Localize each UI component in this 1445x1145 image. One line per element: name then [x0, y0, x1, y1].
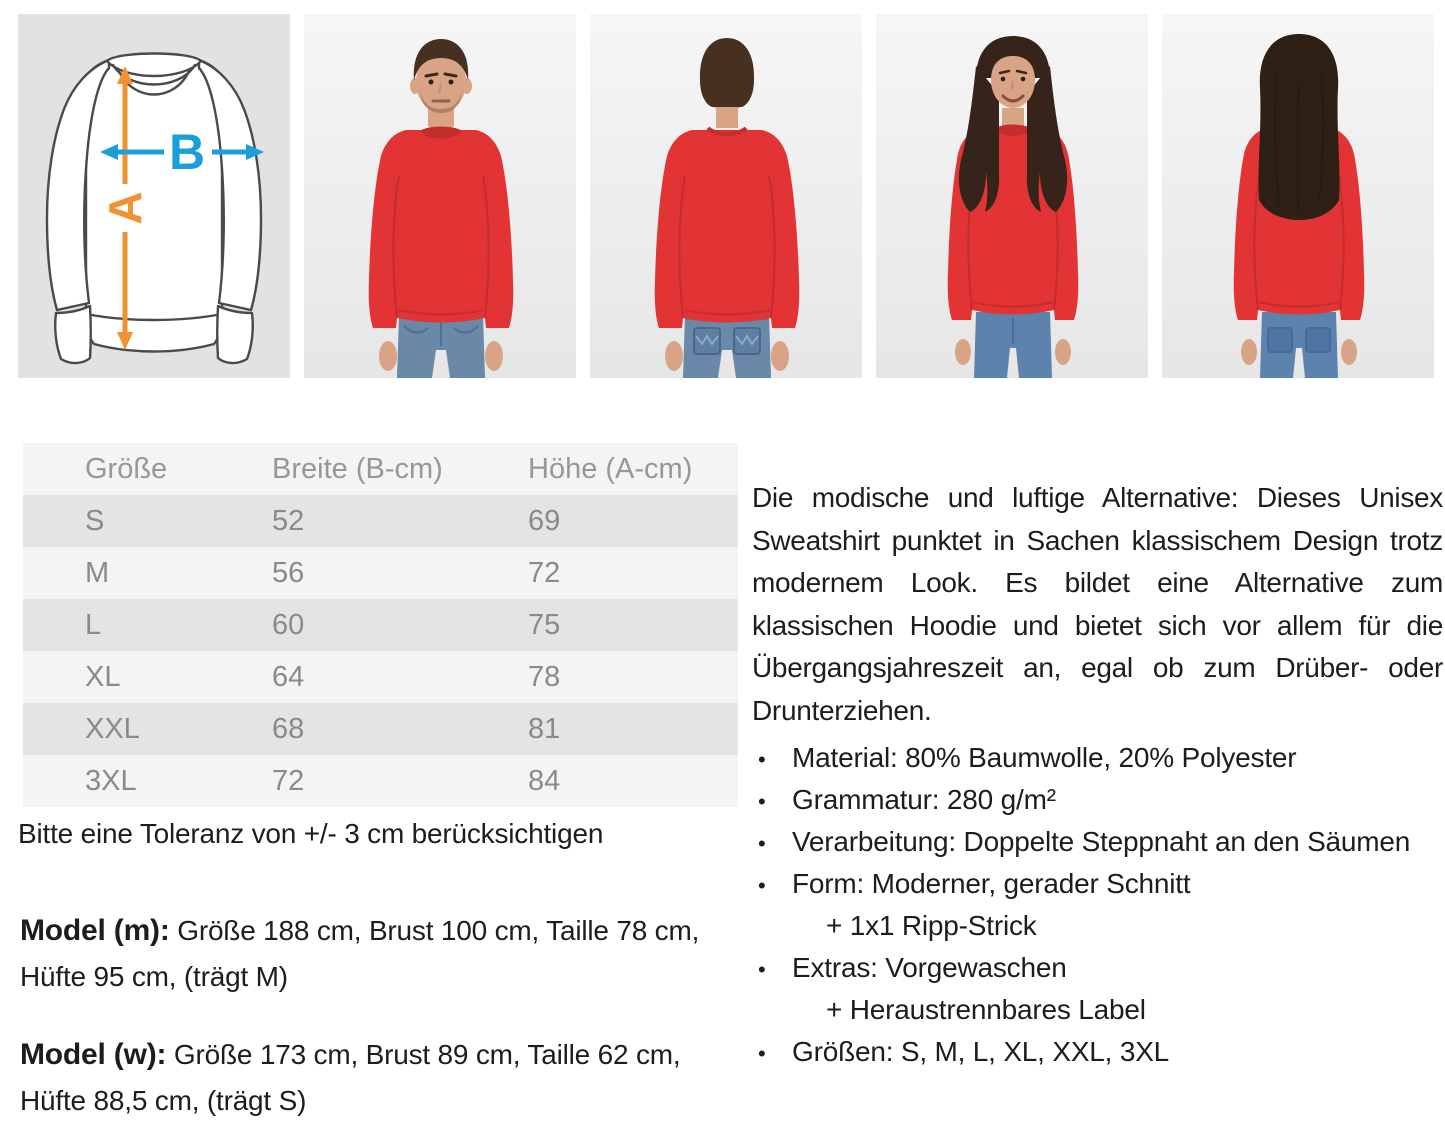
- bullet-icon: •: [758, 957, 766, 982]
- cell-height: 72: [528, 556, 561, 589]
- bullet-icon: •: [758, 1041, 766, 1066]
- width-label: B: [168, 124, 206, 180]
- cell-size: M: [85, 556, 110, 589]
- spec-text: Extras: Vorgewaschen: [792, 952, 1067, 983]
- table-row: [23, 703, 738, 755]
- male-front-illustration: [304, 14, 576, 378]
- cell-width: 64: [272, 660, 305, 693]
- cell-size: S: [85, 504, 105, 537]
- table-row: [23, 495, 738, 547]
- cell-width: 68: [272, 712, 305, 745]
- male-back-photo: [590, 14, 862, 378]
- spec-item-continuation: [752, 994, 1443, 1036]
- col-header-size: Größe: [85, 452, 168, 485]
- spec-item: [752, 952, 1443, 994]
- tolerance-note: Bitte eine Toleranz von +/- 3 cm berücksichtigen: [18, 818, 604, 849]
- cell-width: 60: [272, 608, 305, 641]
- cell-size: XXL: [85, 712, 140, 745]
- cell-size: L: [85, 608, 102, 641]
- model-m-label: Model (m):: [20, 914, 170, 947]
- product-description: Die modische und luftige Alternative: Dieses Unisex Sweatshirt punktet in Sachen klassischem Design trotz modernem Look. Es bildet eine Alternative zum klassischen Hoodie und bietet sich vor allem für die Übergangsjahreszeit an, egal ob zum Drüber- oder Drunterziehen.: [752, 482, 1443, 726]
- bullet-icon: •: [758, 831, 766, 856]
- bullet-icon: •: [758, 747, 766, 772]
- female-back-illustration: [1162, 14, 1434, 378]
- product-image-gallery: [18, 14, 1434, 378]
- size-diagram-drawing: [18, 14, 290, 378]
- cell-width: 56: [272, 556, 305, 589]
- table-row: [23, 599, 738, 651]
- table-row: [23, 651, 738, 703]
- size-table-header-row: [23, 443, 738, 495]
- female-front-photo: [876, 14, 1148, 378]
- model-w-label: Model (w):: [20, 1038, 167, 1071]
- size-table: [23, 443, 738, 807]
- spec-text: + Heraustrennbares Label: [826, 994, 1146, 1025]
- model-m-info: [20, 908, 725, 1000]
- male-front-photo: [304, 14, 576, 378]
- cell-width: 72: [272, 764, 305, 797]
- male-back-illustration: [590, 14, 862, 378]
- cell-size: XL: [85, 660, 121, 693]
- cell-height: 75: [528, 608, 561, 641]
- bullet-icon: •: [758, 789, 766, 814]
- spec-item: [752, 868, 1443, 910]
- size-diagram-image: [18, 14, 290, 378]
- product-spec-list: [752, 742, 1443, 1078]
- cell-height: 78: [528, 660, 561, 693]
- cell-height: 81: [528, 712, 561, 745]
- spec-text: Größen: S, M, L, XL, XXL, 3XL: [792, 1036, 1170, 1067]
- spec-item: [752, 784, 1443, 826]
- spec-text: + 1x1 Ripp-Strick: [826, 910, 1037, 941]
- spec-text: Grammatur: 280 g/m²: [792, 784, 1056, 815]
- female-back-photo: [1162, 14, 1434, 378]
- model-m-text: Größe 188 cm, Brust 100 cm, Taille 78 cm, Hüfte 95 cm, (trägt M): [20, 915, 700, 992]
- col-header-width: Breite (B-cm): [272, 452, 443, 485]
- spec-item: [752, 826, 1443, 868]
- bullet-icon: •: [758, 873, 766, 898]
- spec-text: Form: Moderner, gerader Schnitt: [792, 868, 1191, 899]
- table-row: [23, 755, 738, 807]
- cell-width: 52: [272, 504, 305, 537]
- model-w-info: [20, 1032, 725, 1124]
- female-front-illustration: [876, 14, 1148, 378]
- spec-text: Material: 80% Baumwolle, 20% Polyester: [792, 742, 1297, 773]
- spec-item: [752, 742, 1443, 784]
- model-w-text: Größe 173 cm, Brust 89 cm, Taille 62 cm, Hüfte 88,5 cm, (trägt S): [20, 1039, 681, 1116]
- spec-item: [752, 1036, 1443, 1078]
- spec-item-continuation: [752, 910, 1443, 952]
- spec-text: Verarbeitung: Doppelte Steppnaht an den Säumen: [792, 826, 1411, 857]
- table-row: [23, 547, 738, 599]
- cell-height: 69: [528, 504, 561, 537]
- cell-height: 84: [528, 764, 561, 797]
- sweatshirt-outline: [47, 54, 261, 364]
- cell-size: 3XL: [85, 764, 137, 797]
- col-header-height: Höhe (A-cm): [528, 452, 693, 485]
- height-label: A: [99, 191, 151, 225]
